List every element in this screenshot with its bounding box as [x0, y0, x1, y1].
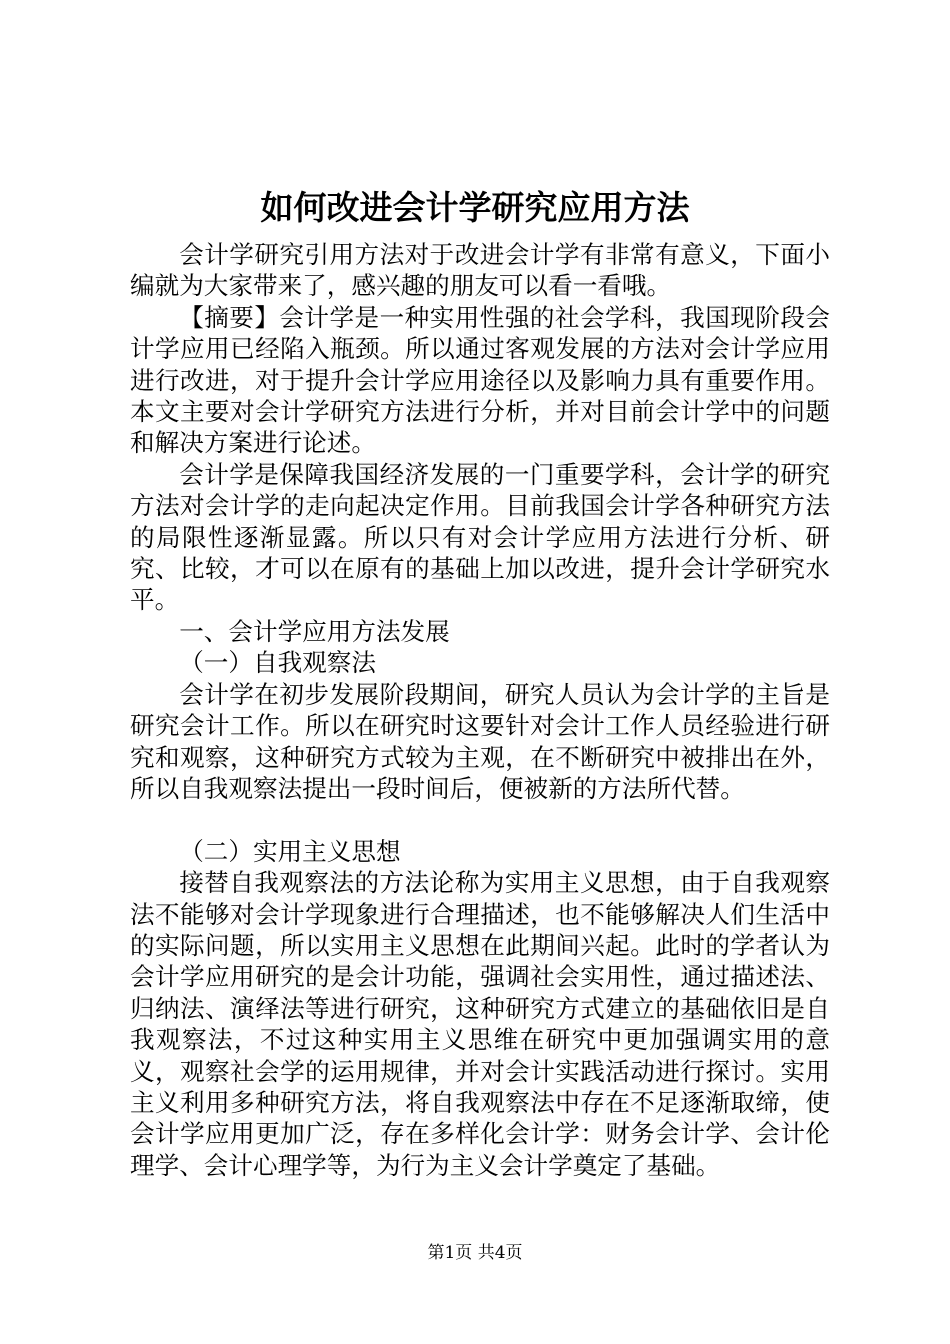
page-footer: 第1页 共4页 [427, 1243, 523, 1263]
intro-paragraph: 会计学研究引用方法对于改进会计学有非常有意义，下面小编就为大家带来了，感兴趣的朋友可以看一看哦。 [130, 240, 830, 301]
subsection-heading: （二）实用主义思想 [179, 836, 401, 866]
subsection-paragraph: 会计学在初步发展阶段期间，研究人员认为会计学的主旨是研究会计工作。所以在研究时这要针对会计工作人员经验进行研究和观察，这种研究方式较为主观，在不断研究中被排出在外，所以自我观察法提出一段时间后，便被新的方法所代替。 [130, 679, 830, 803]
subsection-heading: （一）自我观察法 [179, 648, 376, 678]
blank-line [130, 804, 830, 835]
section-heading: 一、会计学应用方法发展 [179, 616, 450, 646]
document-body [130, 239, 830, 1181]
body-paragraph: 会计学是保障我国经济发展的一门重要学科，会计学的研究方法对会计学的走向起决定作用。目前我国会计学各种研究方法的局限性逐渐显露。所以只有对会计学应用方法进行分析、研究、比较，才可以在原有的基础上加以改进，提升会计学研究水平。 [130, 459, 830, 615]
subsection-paragraph: 接替自我观察法的方法论称为实用主义思想，由于自我观察法不能够对会计学现象进行合理描述，也不能够解决人们生活中的实际问题，所以实用主义思想在此期间兴起。此时的学者认为会计学应用研究的是会计功能，强调社会实用性，通过描述法、归纳法、演绎法等进行研究，这种研究方式建立的基础依旧是自我观察法，不过这种实用主义思维在研究中更加强调实用的意义，观察社会学的运用规律，并对会计实践活动进行探讨。实用主义利用多种研究方法，将自我观察法中存在不足逐渐取缔，使会计学应用更加广泛，存在多样化会计学：财务会计学、会计伦理学、会计心理学等，为行为主义会计学奠定了基础。 [130, 868, 830, 1180]
document-title: 如何改进会计学研究应用方法 [260, 188, 690, 227]
abstract-paragraph: 【摘要】会计学是一种实用性强的社会学科，我国现阶段会计学应用已经陷入瓶颈。所以通过客观发展的方法对会计学应用进行改进，对于提升会计学应用途径以及影响力具有重要作用。本文主要对会计学研究方法进行分析，并对目前会计学中的问题和解决方案进行论述。 [130, 302, 830, 458]
